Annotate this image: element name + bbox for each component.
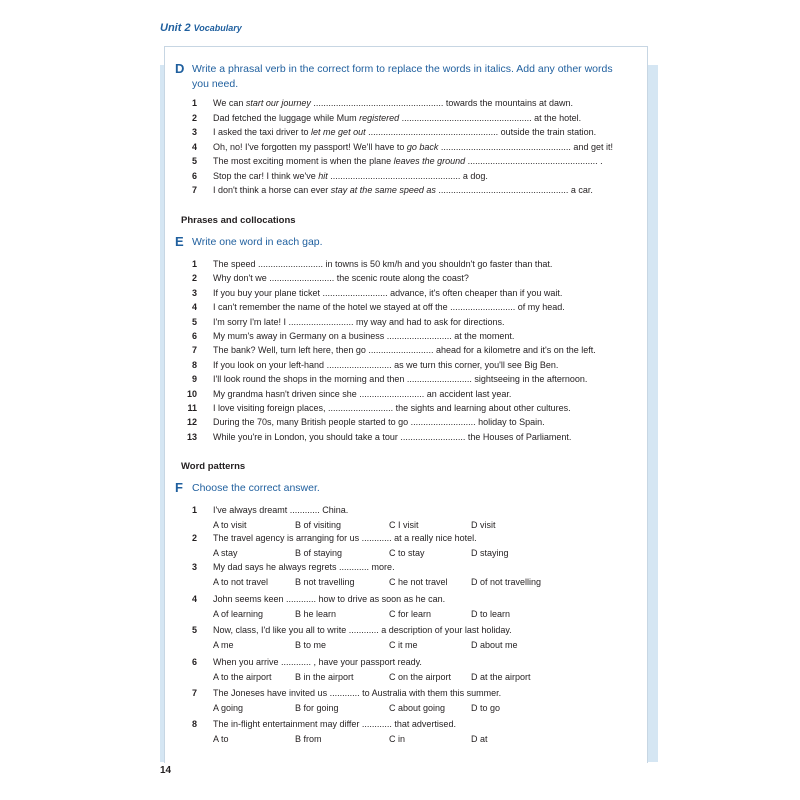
item-number: 5 bbox=[191, 156, 197, 166]
question-row: 2 The travel agency is arranging for us ............ at a really nice hotel. bbox=[191, 533, 477, 543]
option-a[interactable]: A to the airport bbox=[213, 671, 272, 682]
list-item bbox=[180, 140, 640, 154]
list-item: 4 I can't remember the name of the hotel we stayed at off the .......................... of my head. bbox=[191, 302, 565, 313]
list-item: 10 My grandma hasn't driven since she .......................... an accident last year. bbox=[186, 388, 512, 399]
answer-options bbox=[213, 638, 613, 652]
option-d[interactable]: D to learn bbox=[471, 608, 511, 619]
option-a[interactable]: A to bbox=[213, 733, 229, 744]
list-item: 11 I love visiting foreign places, .......................... the sights and learning about other cultures. bbox=[187, 403, 571, 413]
option-d[interactable]: D staying bbox=[471, 547, 509, 558]
list-item: 7 The bank? Well, turn left here, then go .......................... ahead for a kilometre and it's on the left. bbox=[191, 345, 596, 356]
option-c[interactable]: C for learn bbox=[389, 608, 432, 619]
answer-options bbox=[213, 607, 613, 621]
option-c[interactable]: C he not travel bbox=[389, 576, 448, 587]
section-d-heading bbox=[175, 62, 625, 92]
item-number: 4 bbox=[191, 141, 197, 152]
section-e-heading bbox=[175, 235, 625, 250]
unit-section-label: Vocabulary bbox=[193, 23, 242, 33]
answer-options bbox=[213, 670, 613, 684]
question-row: 4 John seems keen ............ how to drive as soon as he can. bbox=[191, 594, 446, 604]
word-patterns-heading: Word patterns bbox=[181, 461, 246, 472]
answer-options bbox=[213, 518, 613, 532]
section-f-letter: F bbox=[175, 480, 183, 495]
option-c[interactable]: C I visit bbox=[389, 519, 419, 530]
option-d[interactable]: D about me bbox=[471, 639, 518, 650]
section-f-instruction: Choose the correct answer. bbox=[192, 482, 320, 494]
item-number: 3 bbox=[191, 127, 197, 137]
list-item: 13 While you're in London, you should take a tour .......................... the Houses of Parliament. bbox=[186, 431, 572, 442]
list-item bbox=[180, 111, 640, 125]
section-f-heading bbox=[175, 481, 625, 496]
option-a[interactable]: A stay bbox=[213, 547, 238, 558]
list-item: 2 Why don't we .......................... the scenic route along the coast? bbox=[191, 273, 469, 284]
list-item: 8 If you look on your left-hand .......................... as we turn this corner, you'll see Big Ben. bbox=[191, 359, 559, 370]
option-b[interactable]: B of visiting bbox=[295, 519, 342, 530]
item-text: Stop the car! I think we've hit .................................................... a dog. bbox=[213, 170, 488, 181]
item-number: 7 bbox=[191, 185, 197, 195]
option-a[interactable]: A going bbox=[213, 702, 244, 713]
option-c[interactable]: C in bbox=[389, 733, 406, 744]
item-number: 2 bbox=[191, 112, 197, 123]
answer-options bbox=[213, 701, 613, 715]
page-number: 14 bbox=[160, 765, 172, 776]
option-a[interactable]: A me bbox=[213, 639, 234, 650]
question-row: 3 My dad says he always regrets ............ more. bbox=[191, 562, 395, 572]
list-item bbox=[180, 183, 640, 197]
item-text: We can start our journey .................................................... towards the mountains at dawn. bbox=[213, 98, 573, 108]
option-d[interactable]: D visit bbox=[471, 519, 496, 530]
option-d[interactable]: D to go bbox=[471, 702, 501, 713]
option-b[interactable]: B of staying bbox=[295, 547, 343, 558]
option-b[interactable]: B not travelling bbox=[295, 576, 355, 587]
list-item: 5 I'm sorry I'm late! I .......................... my way and had to ask for directions. bbox=[191, 316, 505, 327]
option-b[interactable]: B to me bbox=[295, 639, 327, 650]
option-c[interactable]: C it me bbox=[389, 639, 418, 650]
option-b[interactable]: B in the airport bbox=[295, 671, 354, 682]
option-b[interactable]: B for going bbox=[295, 702, 339, 713]
section-e-letter: E bbox=[175, 234, 184, 249]
list-item bbox=[180, 96, 640, 110]
option-a[interactable]: A to not travel bbox=[213, 576, 269, 587]
list-item bbox=[180, 169, 640, 183]
option-a[interactable]: A of learning bbox=[213, 608, 264, 619]
option-c[interactable]: C to stay bbox=[389, 547, 425, 558]
section-d-instruction: Write a phrasal verb in the correct form to replace the words in italics. Add any other words you need. bbox=[192, 63, 613, 90]
question-row: 5 Now, class, I'd like you all to write ............ a description of your last holiday. bbox=[191, 625, 512, 635]
question-row: 6 When you arrive ............ , have your passport ready. bbox=[191, 657, 422, 667]
unit-label: Unit 2 bbox=[160, 22, 191, 34]
item-text: The most exciting moment is when the plane leaves the ground .................................................... . bbox=[213, 156, 603, 166]
question-row: 7 The Joneses have invited us ............ to Australia with them this summer. bbox=[191, 688, 502, 698]
list-item bbox=[180, 154, 640, 168]
item-text: I don't think a horse can ever stay at the same speed as .................................................... a car. bbox=[213, 185, 593, 195]
section-e-instruction: Write one word in each gap. bbox=[192, 236, 323, 248]
question-row: 1 I've always dreamt ............ China. bbox=[191, 505, 349, 515]
item-text: Oh, no! I've forgotten my passport! We'll have to go back .................................................... and get it! bbox=[213, 141, 613, 152]
item-number: 6 bbox=[191, 170, 197, 181]
answer-options bbox=[213, 732, 613, 746]
option-c[interactable]: C about going bbox=[389, 702, 446, 713]
option-d[interactable]: D at bbox=[471, 733, 488, 744]
item-number: 1 bbox=[191, 98, 197, 108]
option-d[interactable]: D at the airport bbox=[471, 671, 531, 682]
answer-options bbox=[213, 575, 613, 589]
phrases-heading: Phrases and collocations bbox=[181, 215, 296, 226]
list-item: 12 During the 70s, many British people started to go .......................... holiday to Spain. bbox=[186, 417, 545, 428]
list-item: 6 My mum's away in Germany on a business .......................... at the moment. bbox=[191, 331, 515, 341]
unit-header bbox=[160, 22, 242, 34]
item-text: Dad fetched the luggage while Mum registered .................................................... at the hotel. bbox=[213, 112, 582, 123]
answer-options bbox=[213, 546, 613, 560]
option-a[interactable]: A to visit bbox=[213, 519, 247, 530]
list-item: 1 The speed .......................... in towns is 50 km/h and you shouldn't go faster than that. bbox=[191, 259, 553, 269]
section-d-letter: D bbox=[175, 61, 185, 76]
option-b[interactable]: B he learn bbox=[295, 608, 337, 619]
question-row: 8 The in-flight entertainment may differ ............ that advertised. bbox=[191, 719, 456, 729]
list-item: 3 If you buy your plane ticket .......................... advance, it's often cheaper than if you wait. bbox=[191, 287, 563, 298]
list-item bbox=[180, 125, 640, 139]
list-item: 9 I'll look round the shops in the morning and then .......................... sightseeing in the afternoon. bbox=[191, 374, 588, 385]
item-text: I asked the taxi driver to let me get out .................................................... outside the train station. bbox=[213, 127, 597, 137]
option-c[interactable]: C on the airport bbox=[389, 671, 452, 682]
option-b[interactable]: B from bbox=[295, 733, 322, 744]
option-d[interactable]: D of not travelling bbox=[471, 576, 542, 587]
